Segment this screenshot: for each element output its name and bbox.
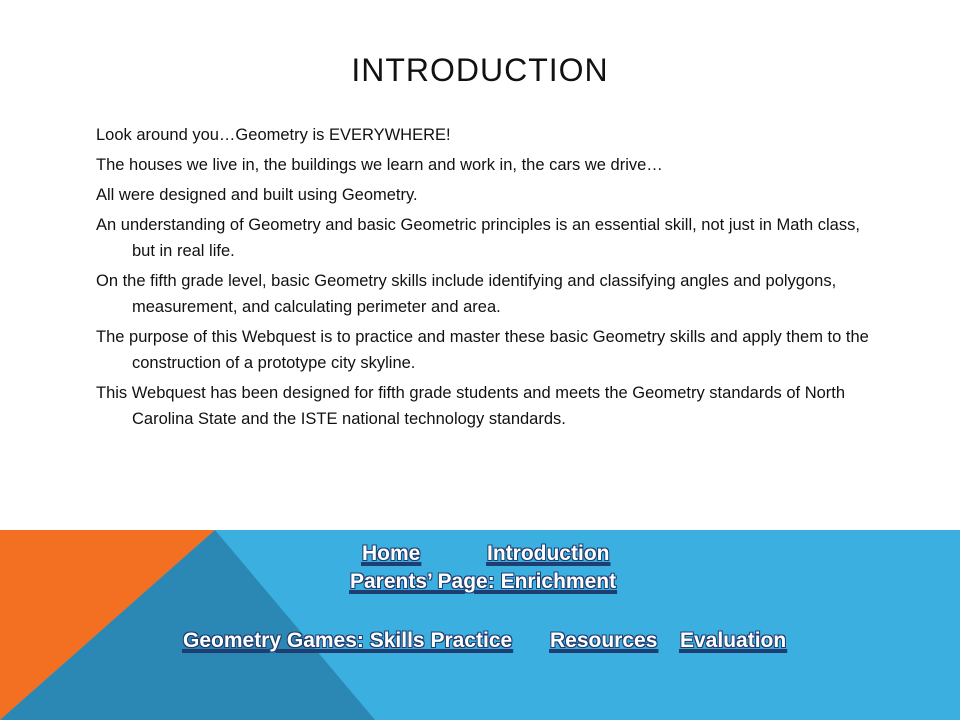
intro-paragraph: The purpose of this Webquest is to practice and master these basic Geometry skills and apply them to the construction of a prototype city skyline. [96, 328, 869, 372]
intro-paragraph: On the fifth grade level, basic Geometry skills include identifying and classifying angles and polygons, measurement, and calculating perimeter and area. [96, 272, 837, 316]
footer-decoration [0, 530, 960, 720]
intro-paragraph: All were designed and built using Geometry. [96, 186, 418, 204]
intro-paragraph: Look around you…Geometry is EVERYWHERE! [96, 126, 451, 144]
intro-paragraph: The houses we live in, the buildings we learn and work in, the cars we drive… [96, 156, 663, 174]
nav-link-introduction[interactable]: Introduction [487, 542, 610, 565]
nav-link-evaluation[interactable]: Evaluation [680, 629, 787, 652]
nav-link-home[interactable]: Home [362, 542, 421, 565]
footer-nav-band [0, 530, 960, 720]
intro-paragraph-list [96, 122, 876, 436]
nav-link-geometry-games[interactable]: Geometry Games: Skills Practice [183, 629, 513, 652]
nav-link-resources[interactable]: Resources [550, 629, 658, 652]
intro-paragraph: An understanding of Geometry and basic Geometric principles is an essential skill, not just in Math class, but in real life. [96, 216, 860, 260]
intro-paragraph: This Webquest has been designed for fifth grade students and meets the Geometry standards of North Carolina State and the ISTE national technology standards. [96, 384, 846, 428]
nav-link-parents-page[interactable]: Parents’ Page: Enrichment [350, 570, 617, 593]
slide-title: INTRODUCTION [351, 52, 609, 88]
